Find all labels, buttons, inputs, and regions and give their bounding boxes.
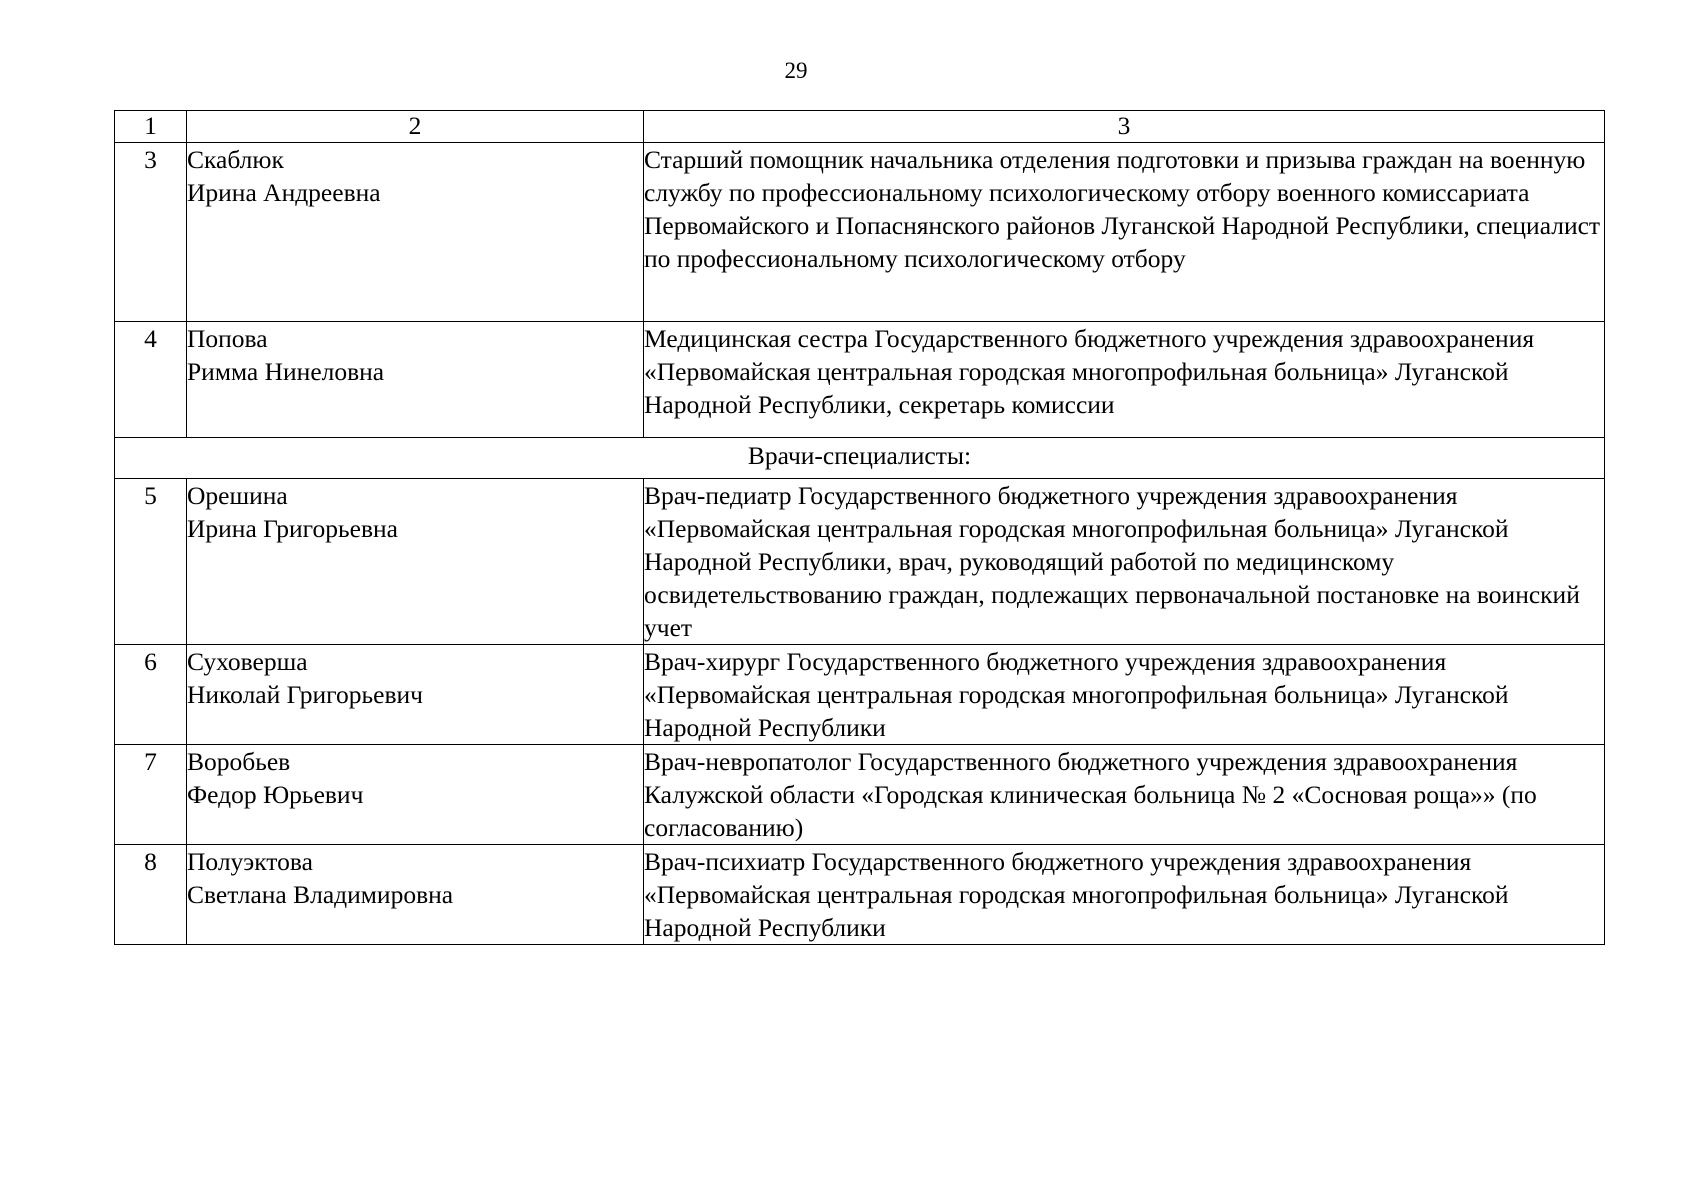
section-title: Врачи-специалисты: xyxy=(115,438,1605,479)
table-row xyxy=(115,745,1605,845)
member-surname: Скаблюк xyxy=(187,145,284,174)
table-row xyxy=(115,845,1605,945)
column-header-1: 1 xyxy=(115,111,187,143)
member-name xyxy=(187,479,644,645)
member-given-names: Ирина Григорьевна xyxy=(187,514,398,543)
column-header-3: 3 xyxy=(644,111,1605,143)
page-number: 29 xyxy=(784,58,808,83)
member-surname: Полуэктова xyxy=(187,847,313,876)
column-number-row xyxy=(115,111,1605,143)
member-given-names: Федор Юрьевич xyxy=(187,780,364,809)
member-given-names: Светлана Владимировна xyxy=(187,880,454,909)
column-header-2: 2 xyxy=(187,111,644,143)
member-position: Врач-педиатр Государственного бюджетного учреждения здравоохранения «Первомайская центральная городская многопрофильная больница» Луганской Народной Республики, врач, руководящий работой по медицинскому освидетельствованию граждан, подлежащих первоначальной постановке на воинский учет xyxy=(644,479,1605,645)
row-number: 5 xyxy=(115,479,187,645)
member-name xyxy=(187,845,644,945)
row-number: 7 xyxy=(115,745,187,845)
table-row xyxy=(115,143,1605,322)
member-position: Старший помощник начальника отделения подготовки и призыва граждан на военную службу по профессиональному психологическому отбору военного комиссариата Первомайского и Попаснянского районов Луганской Народной Республики, специалист по профессиональному психологическому отбору xyxy=(644,143,1605,322)
member-position: Медицинская сестра Государственного бюджетного учреждения здравоохранения «Первомайская центральная городская многопрофильная больница» Луганской Народной Республики, секретарь комиссии xyxy=(644,322,1605,438)
member-given-names: Римма Нинеловна xyxy=(187,357,385,386)
member-position: Врач-хирург Государственного бюджетного учреждения здравоохранения «Первомайская центральная городская многопрофильная больница» Луганской Народной Республики xyxy=(644,645,1605,745)
member-surname: Попова xyxy=(187,324,268,353)
member-name xyxy=(187,745,644,845)
row-number: 8 xyxy=(115,845,187,945)
row-number: 3 xyxy=(115,143,187,322)
table-row xyxy=(115,322,1605,438)
table-row xyxy=(115,645,1605,745)
member-position: Врач-невропатолог Государственного бюджетного учреждения здравоохранения Калужской области «Городская клиническая больница № 2 «Сосновая роща»» (по согласованию) xyxy=(644,745,1605,845)
member-surname: Воробьев xyxy=(187,747,291,776)
member-name xyxy=(187,645,644,745)
member-given-names: Николай Григорьевич xyxy=(187,680,423,709)
member-given-names: Ирина Андреевна xyxy=(187,178,381,207)
member-surname: Орешина xyxy=(187,481,288,510)
member-surname: Суховерша xyxy=(187,647,308,676)
member-name xyxy=(187,143,644,322)
section-header-row xyxy=(115,438,1605,479)
table-row xyxy=(115,479,1605,645)
commission-members-table xyxy=(114,110,1605,945)
row-number: 4 xyxy=(115,322,187,438)
member-name xyxy=(187,322,644,438)
member-position: Врач-психиатр Государственного бюджетного учреждения здравоохранения «Первомайская центральная городская многопрофильная больница» Луганской Народной Республики xyxy=(644,845,1605,945)
row-number: 6 xyxy=(115,645,187,745)
